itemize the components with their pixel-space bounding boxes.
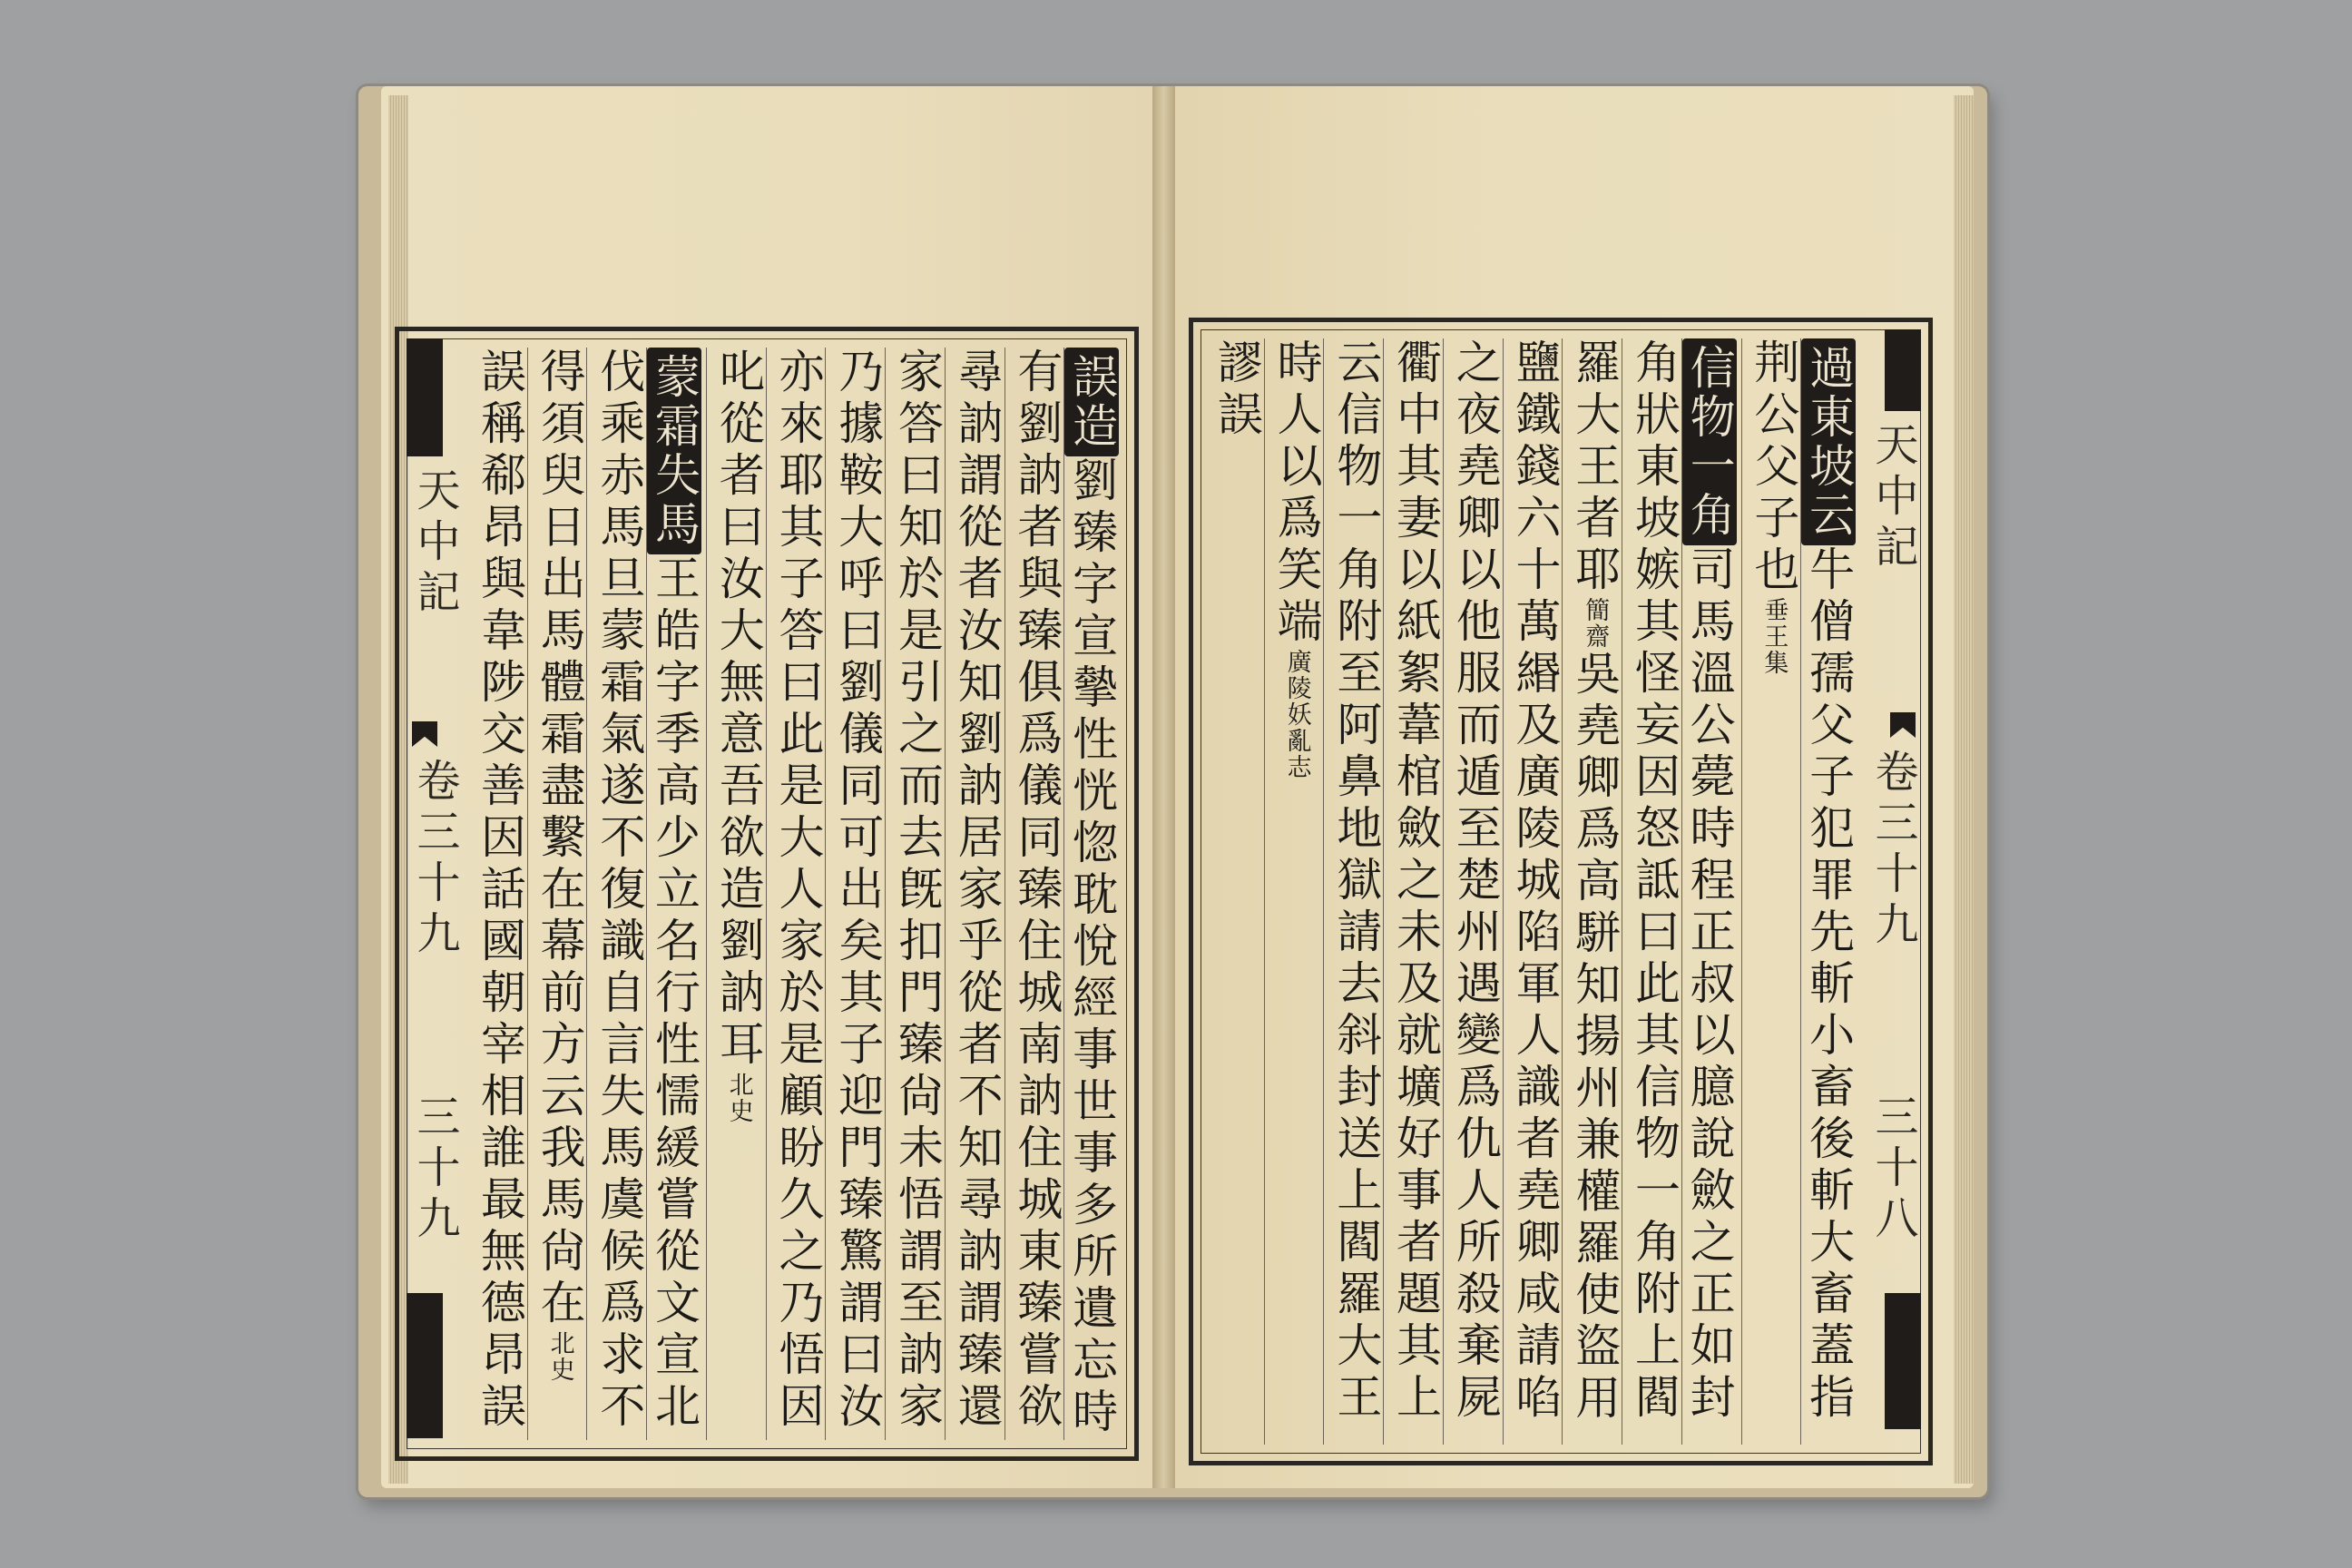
left-band-folio: 三十九 <box>409 1093 460 1246</box>
source-note: 北史 <box>724 1072 753 1124</box>
text-column <box>1447 338 1502 1445</box>
text-column <box>532 348 586 1440</box>
column-rule <box>1503 338 1504 1445</box>
right-band-folio: 三十八 <box>1867 1093 1918 1246</box>
text-column <box>1745 338 1800 1445</box>
body-text: 尋訥謂從者汝知劉訥居家乎從者不知尋訥謂臻還 <box>950 348 1004 1434</box>
left-band-title: 天中記 <box>409 467 460 620</box>
text-column <box>1209 338 1263 1445</box>
column-rule <box>1383 338 1384 1445</box>
text-column <box>1328 338 1383 1445</box>
body-text: 誤稱郗昂與韋陟交善因話國朝宰相誰最無德昂誤 <box>473 348 526 1434</box>
column-rule <box>646 348 647 1440</box>
body-text: 謬誤 <box>1210 338 1263 442</box>
open-book <box>358 86 1987 1497</box>
text-column <box>1008 348 1063 1440</box>
text-column <box>1065 348 1119 1440</box>
right-band-title: 天中記 <box>1867 422 1918 574</box>
column-rule <box>1681 338 1682 1445</box>
body-text: 伐乘赤馬旦蒙霜氣遂不復識自言失馬虞候爲求不 <box>593 348 646 1434</box>
left-page <box>381 86 1152 1488</box>
body-text: 之夜堯卿以他服而遁至楚州遇變爲仇人所殺棄屍 <box>1448 338 1502 1425</box>
right-band-black-top <box>1885 329 1921 411</box>
body-text: 乃據鞍大呼曰劉儀同可出矣其子迎門臻驚謂曰汝 <box>831 348 885 1434</box>
text-column <box>472 348 526 1440</box>
column-rule <box>1063 348 1064 1440</box>
body-text: 亦來耶其子答曰此是大人家於是顧盼久之乃悟因 <box>771 348 825 1434</box>
body-text: 荆公父子也 <box>1747 338 1800 597</box>
column-rule <box>1741 338 1742 1445</box>
column-rule <box>1323 338 1324 1445</box>
left-band-volume: 卷三十九 <box>409 758 460 961</box>
left-text-frame <box>395 327 1139 1461</box>
column-rule <box>825 348 826 1440</box>
body-text: 羅大王者耶 <box>1568 338 1622 597</box>
section-heading: 過東坡云 <box>1801 338 1856 545</box>
book-gutter <box>1152 86 1175 1488</box>
right-text-columns <box>1204 338 1860 1445</box>
column-rule <box>1004 348 1005 1440</box>
text-column <box>648 348 701 1440</box>
text-column <box>1507 338 1562 1445</box>
section-heading: 信物一角 <box>1682 338 1737 545</box>
source-note: 北史 <box>545 1330 574 1383</box>
column-rule <box>885 348 886 1440</box>
text-column <box>949 348 1004 1440</box>
body-text: 吳堯卿爲高駢知揚州兼權羅使盜用 <box>1568 650 1622 1426</box>
body-text: 叱從者曰汝大無意吾欲造劉訥耳 <box>711 348 765 1072</box>
right-fore-edge <box>1954 95 1974 1484</box>
body-text: 家答曰知於是引之而去旣扣門臻尙未悟謂至訥家 <box>890 348 944 1434</box>
body-text: 王皓字季高少立名行性懦緩嘗從文宣北 <box>648 554 701 1434</box>
text-column <box>710 348 765 1440</box>
column-rule <box>1562 338 1563 1445</box>
text-column <box>1626 338 1681 1445</box>
column-rule <box>1264 338 1265 1445</box>
left-text-columns <box>467 348 1123 1440</box>
text-column <box>1269 338 1323 1445</box>
body-text: 劉臻字宣摰性恍惚耽悅經事世事多所遺忘時 <box>1065 456 1119 1439</box>
right-band-black-bottom <box>1885 1293 1921 1429</box>
right-text-frame <box>1189 318 1933 1465</box>
column-rule <box>527 348 528 1440</box>
text-column <box>1387 338 1443 1445</box>
column-rule <box>1800 338 1801 1445</box>
body-text: 鹽鐵錢六十萬緡及廣陵城陷軍人識者堯卿咸請啗 <box>1508 338 1562 1425</box>
text-column <box>770 348 825 1440</box>
source-note: 垂王集 <box>1759 597 1788 676</box>
column-rule <box>1443 338 1444 1445</box>
body-text: 云信物一角附至阿鼻地獄請去斜封送上閻羅大王 <box>1329 338 1383 1425</box>
body-text: 角狀東坡嫉其怪妄因怒詆曰此其信物一角附上閻 <box>1627 338 1681 1425</box>
text-column <box>591 348 646 1440</box>
body-text: 衢中其妻以紙絮葦棺斂之未及就壙好事者題其上 <box>1389 338 1443 1425</box>
left-band-black-bottom <box>407 1293 443 1438</box>
left-band-black-top <box>407 338 443 456</box>
column-rule <box>586 348 587 1440</box>
section-heading: 誤造 <box>1064 348 1119 456</box>
right-page <box>1175 86 1974 1488</box>
source-note: 廣陵妖亂志 <box>1282 649 1311 780</box>
column-rule <box>766 348 767 1440</box>
body-text: 司馬溫公薨時程正叔以臆說斂之正如封 <box>1682 545 1736 1425</box>
text-column <box>1566 338 1622 1445</box>
right-band-volume: 卷三十九 <box>1867 749 1918 952</box>
source-note: 簡齋 <box>1581 597 1610 650</box>
body-text: 有劉訥者與臻俱爲儀同臻住城南訥住城東臻嘗欲 <box>1010 348 1063 1434</box>
text-column <box>1802 338 1856 1445</box>
text-column <box>829 348 885 1440</box>
column-rule <box>945 348 946 1440</box>
column-rule <box>706 348 707 1440</box>
body-text: 時人以爲笑端 <box>1269 338 1323 649</box>
text-column <box>889 348 944 1440</box>
text-column <box>1682 338 1737 1445</box>
section-heading: 蒙霜失馬 <box>647 348 701 554</box>
body-text: 牛僧孺父子犯罪先斬小畜後斬大畜蓋指 <box>1802 545 1856 1425</box>
body-text: 得須臾日出馬體霜盡繫在幕前方云我馬尙在 <box>533 348 586 1330</box>
